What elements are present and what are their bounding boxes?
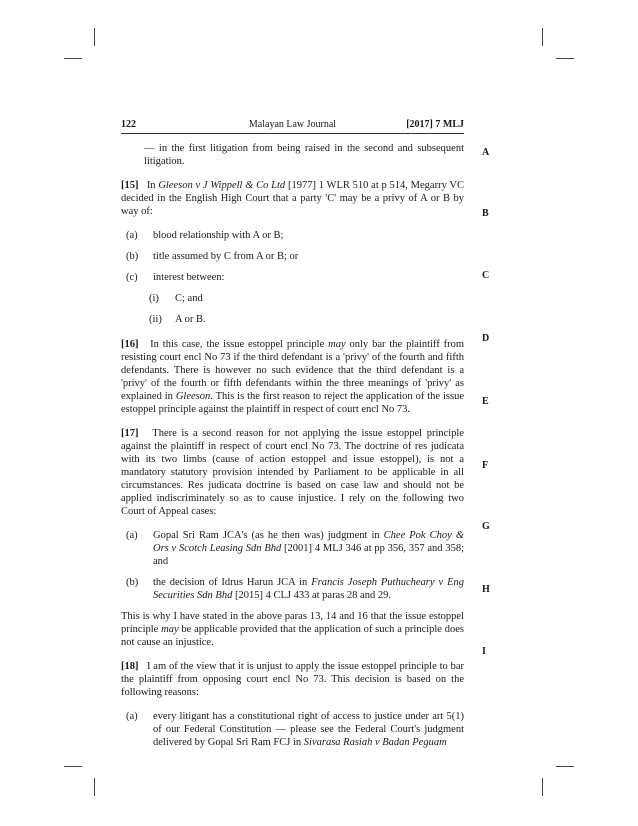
paragraph-17: [17] There is a second reason for not applying the issue estoppel principle against the plaintiff in respect of court encl No 73. The doctrine of res judicata with its two limbs (cause of action estoppel and issue estoppel), is not a mandatory statutory provision intended by Parliament to be applicable in all circumstances. Res judicata doctrine is based on case law and should not be applied indiscriminately so as to cause injustice. I rely on the following two Court of Appeal cases:: [121, 428, 465, 517]
margin-letter-g: G: [482, 521, 490, 532]
case-name: Gleeson: [175, 391, 211, 402]
running-header: [121, 119, 464, 134]
case-name: Francis Joseph Puthucheary v Eng Securities Sdn Bhd: [153, 577, 464, 601]
paragraph-17-closing: This is why I have stated in the above paras 13, 14 and 16 that the issue estoppel principle may be applicable provided that the application of such a principle does not cause an injustice.: [121, 611, 464, 648]
margin-letter-e: E: [482, 396, 489, 407]
crop-mark-top-right-v: [542, 28, 543, 46]
list-item: (a) Gopal Sri Ram JCA's (as he then was) judgment in Chee Pok Choy & Ors v Scotch Leasing Sdn Bhd [2001] 4 MLJ 346 at pp 356, 357 and 358; and: [126, 530, 464, 567]
case-name: Chee Pok Choy & Ors v Scotch Leasing Sdn Bhd: [153, 530, 464, 554]
margin-letter-c: C: [482, 270, 490, 281]
margin-letter-h: H: [482, 584, 490, 595]
margin-letter-d: D: [482, 333, 490, 344]
paragraph-number: [15]: [121, 180, 139, 191]
list-item: (a) every litigant has a constitutional right of access to justice under art 5(1) of our Federal Constitution — please see the Federal Court's judgment delivered by Gopal Sri Ram FCJ in Sivarasa Rasiah v Badan Peguam: [126, 711, 464, 748]
crop-mark-top-left-v: [94, 28, 95, 46]
crop-mark-top-right-h: [556, 58, 574, 59]
paragraph-number: [18]: [121, 661, 139, 672]
list-item: (a) blood relationship with A or B;: [126, 230, 284, 241]
paragraph-number: [16]: [121, 339, 139, 350]
body-text: [121, 142, 464, 757]
sub-list-item: (ii) A or B.: [149, 314, 206, 325]
case-name: Sivarasa Rasiah v Badan Peguam: [303, 737, 447, 748]
page-number: 122: [121, 119, 136, 130]
margin-letter-a: A: [482, 147, 490, 158]
paragraph-18: [18] I am of the view that it is unjust to apply the issue estoppel principle to bar the plaintiff from opposing court encl No 73. This decision is based on the following reasons:: [121, 661, 464, 698]
citation: [2017] 7 MLJ: [406, 119, 464, 130]
case-name: Gleeson v J Wippell & Co Ltd: [158, 180, 286, 191]
crop-mark-bottom-right-h: [556, 766, 574, 767]
paragraph-16: [16] In this case, the issue estoppel principle may only bar the plaintiff from resisting court encl No 73 if the third defendant is a 'privy' of the fourth and fifth defendants. There is however no such evidence that the third defendant is a 'privy' of the fourth or fifth defendants within the three meanings of 'privy' as explained in Gleeson. This is the first reason to reject the application of the issue estoppel principle against the plaintiff in respect of court encl No 73.: [121, 339, 465, 415]
journal-title: Malayan Law Journal: [248, 119, 337, 130]
crop-mark-bottom-right-v: [542, 778, 543, 796]
margin-letter-i: I: [482, 646, 486, 657]
margin-letter-f: F: [482, 460, 489, 471]
margin-letter-b: B: [482, 208, 489, 219]
paragraph-number: [17]: [121, 428, 139, 439]
list-item: (b) title assumed by C from A or B; or: [126, 251, 299, 262]
crop-mark-top-left-h: [64, 58, 82, 59]
sub-list-item: (i) C; and: [149, 293, 203, 304]
list-item: (b) the decision of Idrus Harun JCA in Francis Joseph Puthucheary v Eng Securities Sdn Bhd [2015] 4 CLJ 433 at paras 28 and 29.: [126, 577, 464, 601]
continuation-text: — in the first litigation from being raised in the second and subsequent litigation.: [144, 143, 464, 167]
crop-mark-bottom-left-h: [64, 766, 82, 767]
paragraph-15: [15] In Gleeson v J Wippell & Co Ltd [1977] 1 WLR 510 at p 514, Megarry VC decided in the English High Court that a party 'C' may be a privy of A or B by way of:: [121, 180, 464, 217]
list-item: (c) interest between:: [126, 272, 225, 283]
crop-mark-bottom-left-v: [94, 778, 95, 796]
